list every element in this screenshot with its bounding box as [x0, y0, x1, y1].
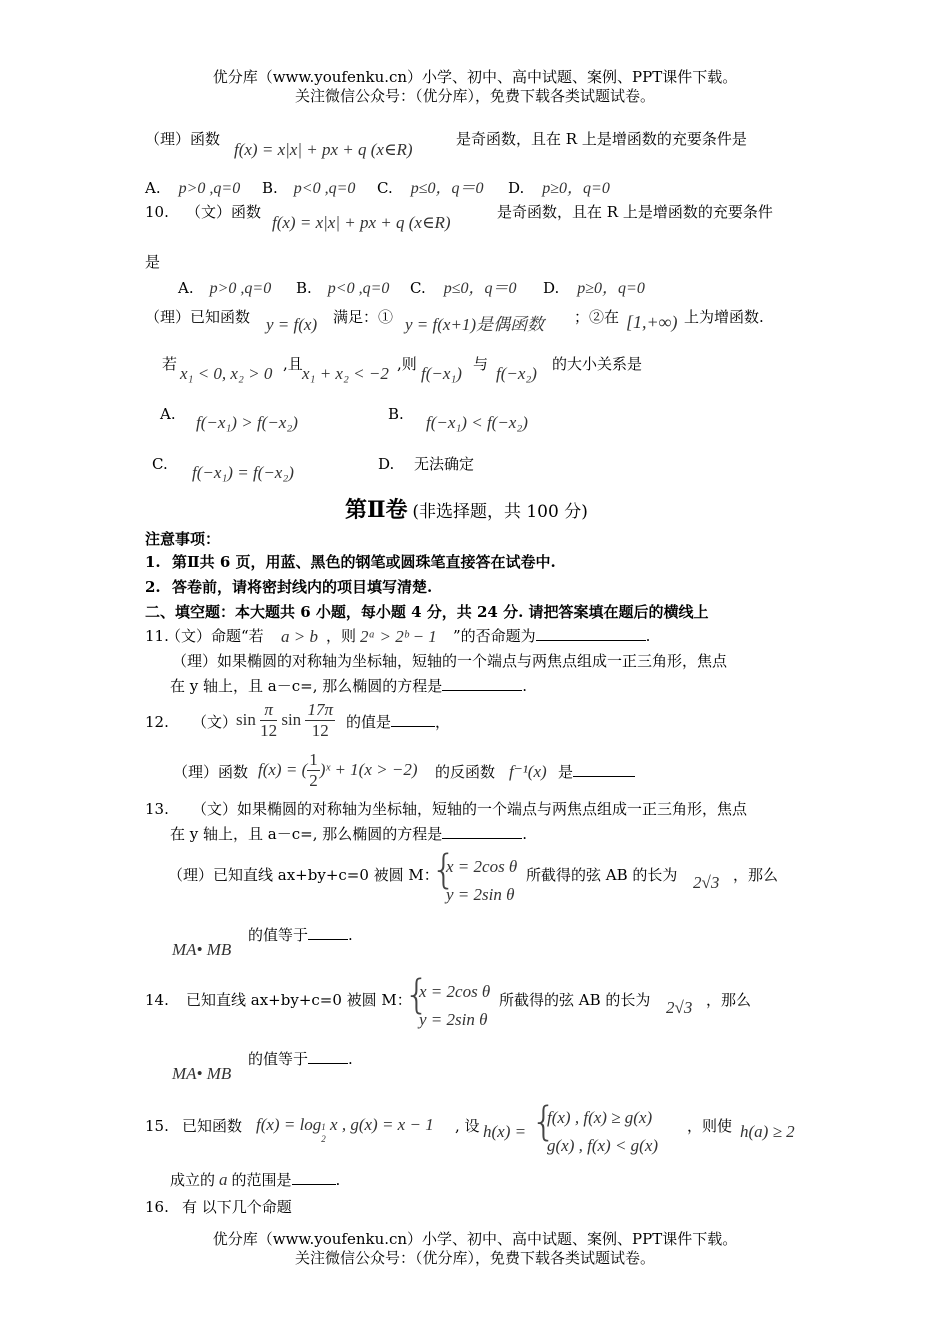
q10li-f4: x₁ < 0, x₂ > 0 [180, 364, 273, 383]
q10li-t4: ,且 [283, 355, 303, 373]
q14-a: 已知直线 ax+by+c=0 被圆 M： [186, 991, 412, 1009]
section2-heading: 第Ⅱ卷 (非选择题，共 100 分) [345, 497, 588, 523]
q16-text: 有 以下几个命题 [182, 1198, 292, 1216]
q13-sys2: y = 2sin θ [446, 885, 515, 904]
q10li-option-a-label: A. [160, 405, 176, 423]
q9li-option-a: A. p>0 ,q=0 [145, 179, 241, 197]
footer-line-1: 优分库（www.youfenku.cn）小学、初中、高中试题、案例、PPT课件下载。 [212, 1230, 738, 1248]
q13-num: 13. [145, 800, 169, 818]
q15-c: ，则使 [687, 1117, 733, 1135]
q10li-option-c-label: C. [152, 455, 168, 473]
q15-case2: g(x) , f(x) < g(x) [547, 1136, 659, 1155]
q9li-option-c: C. p≤0，q＝0 [377, 179, 484, 197]
q13-vec: MA• MB [172, 940, 232, 959]
q12-li-t: 的反函数 [435, 763, 496, 781]
q12-text: 的值是 ， [346, 713, 451, 731]
note-1: 第Ⅱ共 6 页，用蓝、黑色的钢笔或圆珠笔直接答在试卷中. [172, 553, 556, 571]
part2-heading: 二、填空题：本大题共 6 小题，每小题 4 分，共 24 分. 请把答案填在题后的横线上 [145, 603, 709, 621]
q15-h: h(x) = [483, 1122, 527, 1141]
q10wen-option-a: A. p>0 ,q=0 [178, 279, 272, 297]
q10li-option-c: f(−x₁) = f(−x₂) [192, 463, 294, 482]
q14-len: 2√3 [666, 998, 693, 1017]
q10wen-option-b: B. p<0 ,q=0 [296, 279, 390, 297]
q10li-t7: 的大小关系是 [552, 355, 643, 373]
footer-line-2: 关注微信公众号：（优分库），免费下载各类试题试卷。 [294, 1249, 655, 1267]
q10li-option-a: f(−x₁) > f(−x₂) [196, 413, 298, 432]
q10li-f6: f(−x₁) [421, 364, 462, 383]
q14-c: ，那么 [706, 991, 752, 1009]
q11-wen-c: ”的否命题为 . [453, 627, 651, 645]
q14-sys2: y = 2sin θ [419, 1010, 488, 1029]
q10li-f7: f(−x₂) [496, 364, 537, 383]
q11-num: 11. [145, 627, 169, 645]
q11-wen-answer-blank[interactable] [536, 640, 646, 641]
q11-wen-f2: 2ᵃ > 2ᵇ − 1 [360, 627, 437, 646]
header-line-1: 优分库（www.youfenku.cn）小学、初中、高中试题、案例、PPT课件下载。 [212, 68, 738, 86]
q13-li-len: 2√3 [693, 873, 720, 892]
q12-expression: sin $\frac{\pi}{12}$ sin $\frac{17\pi}{12}$ [236, 700, 333, 741]
q13-li-c: ，那么 [733, 866, 779, 884]
notice-title: 注意事项： [145, 530, 221, 548]
q13-wen-line2: 在 y 轴上，且 a－c=, 那么椭圆的方程是 . [170, 825, 528, 843]
q13-li-a: （理）已知直线 ax+by+c=0 被圆 M： [168, 866, 439, 884]
q15-answer-blank[interactable] [292, 1184, 336, 1185]
q12-li-inverse: f⁻¹(x) [509, 762, 547, 781]
q10li-f1: y = f(x) [266, 315, 318, 334]
q10wen-option-c: C. p≤0，q＝0 [410, 279, 517, 297]
q13-wen-answer-blank[interactable] [442, 838, 522, 839]
q10wen-label: （文）函数 [186, 203, 262, 221]
q14-answer-blank[interactable] [308, 1063, 348, 1064]
q9li-formula: f(x) = x|x| + px + q (x∈R) [234, 140, 413, 159]
q16-num: 16. [145, 1198, 169, 1216]
q10wen-num: 10. [145, 203, 169, 221]
q12-li-answer-blank[interactable] [573, 776, 635, 777]
q10li-option-b-label: B. [388, 405, 404, 423]
q14-vec: MA• MB [172, 1064, 232, 1083]
q14-sys1: x = 2cos θ [419, 982, 491, 1001]
q12-li: （理）函数 [173, 763, 249, 781]
q10wen-option-d: D. p≥0，q=0 [543, 279, 645, 297]
q15-f1: f(x) = log 1 2 x , g(x) = x − 1 [256, 1115, 434, 1144]
q13-wen-line1: （文）如果椭圆的对称轴为坐标轴，短轴的一个端点与两焦点组成一正三角形，焦点 [192, 800, 748, 818]
q10li-f5: x₁ + x₂ < −2 [302, 364, 389, 383]
q15-brace-icon: { [531, 1099, 557, 1145]
q12-li-formula: f(x) = ( $\frac{1}{2}$ )ˣ + 1(x > −2) [258, 750, 418, 791]
q13-brace-icon: { [431, 847, 457, 893]
q9li-option-d: D. p≥0，q=0 [508, 179, 610, 197]
q15-ha: h(a) ≥ 2 [740, 1122, 795, 1141]
q15-b: , 设 [455, 1117, 480, 1135]
q15-line2: 成立的 a 的范围是 . [170, 1170, 341, 1189]
q10li-option-d-label: D. [378, 455, 395, 473]
q10li-t3: 上为增函数. [684, 308, 764, 326]
q10wen-text2: 是 [145, 253, 161, 271]
q10wen-text: 是奇函数，且在 R 上是增函数的充要条件 [497, 203, 773, 221]
q9li-option-b: B. p<0 ,q=0 [262, 179, 356, 197]
q13-val: 的值等于 . [248, 926, 353, 944]
note-2: 答卷前，请将密封线内的项目填写清楚. [172, 578, 433, 596]
q12-li-t2: 是 [558, 763, 635, 781]
q10li-t2: ；②在 [574, 308, 620, 326]
note-2-num: 2. [145, 578, 161, 596]
q11-wen-f1: a > b [281, 627, 318, 646]
q15-a: 已知函数 [182, 1117, 243, 1135]
q14-num: 14. [145, 991, 169, 1009]
q9li-text: 是奇函数，且在 R 上是增函数的充要条件是 [456, 130, 747, 148]
q11-wen-a: （文）命题“若 [166, 627, 264, 645]
q10li-line2-a: 若 [162, 355, 178, 373]
q10li-option-b: f(−x₁) < f(−x₂) [426, 413, 528, 432]
q11-li-line2: 在 y 轴上，且 a－c=, 那么椭圆的方程是 . [170, 677, 528, 695]
q14-val: 的值等于 . [248, 1050, 353, 1068]
q15-num: 15. [145, 1117, 169, 1135]
q10li-option-d: 无法确定 [414, 455, 475, 473]
q14-b: 所截得的弦 AB 的长为 [499, 991, 651, 1009]
q10li-f3: [1,+∞) [626, 312, 678, 332]
q13-li-b: 所截得的弦 AB 的长为 [526, 866, 678, 884]
q11-wen-b: ，则 [326, 627, 357, 645]
q10li-t5: ,则 [397, 355, 417, 373]
q9li-label: （理）函数 [145, 130, 221, 148]
q14-brace-icon: { [404, 972, 430, 1018]
q13-li-answer-blank[interactable] [308, 939, 348, 940]
header-line-2: 关注微信公众号：（优分库），免费下载各类试题试卷。 [294, 87, 655, 105]
q11-li-answer-blank[interactable] [442, 690, 522, 691]
q10li-t1: 满足：① [333, 308, 394, 326]
q10wen-formula: f(x) = x|x| + px + q (x∈R) [272, 213, 451, 232]
q15-case1: f(x) , f(x) ≥ g(x) [547, 1108, 653, 1127]
q10li-t6: 与 [473, 355, 489, 373]
q13-sys1: x = 2cos θ [446, 857, 518, 876]
q12-wen: （文） [192, 713, 238, 731]
q12-wen-answer-blank[interactable] [391, 726, 435, 727]
q10li-f2: y = f(x+1)是偶函数 [405, 315, 545, 334]
q11-li-line1: （理）如果椭圆的对称轴为坐标轴，短轴的一个端点与两焦点组成一正三角形，焦点 [172, 652, 728, 670]
note-1-num: 1. [145, 553, 161, 571]
q10li-label: （理）已知函数 [145, 308, 251, 326]
q12-num: 12. [145, 713, 169, 731]
